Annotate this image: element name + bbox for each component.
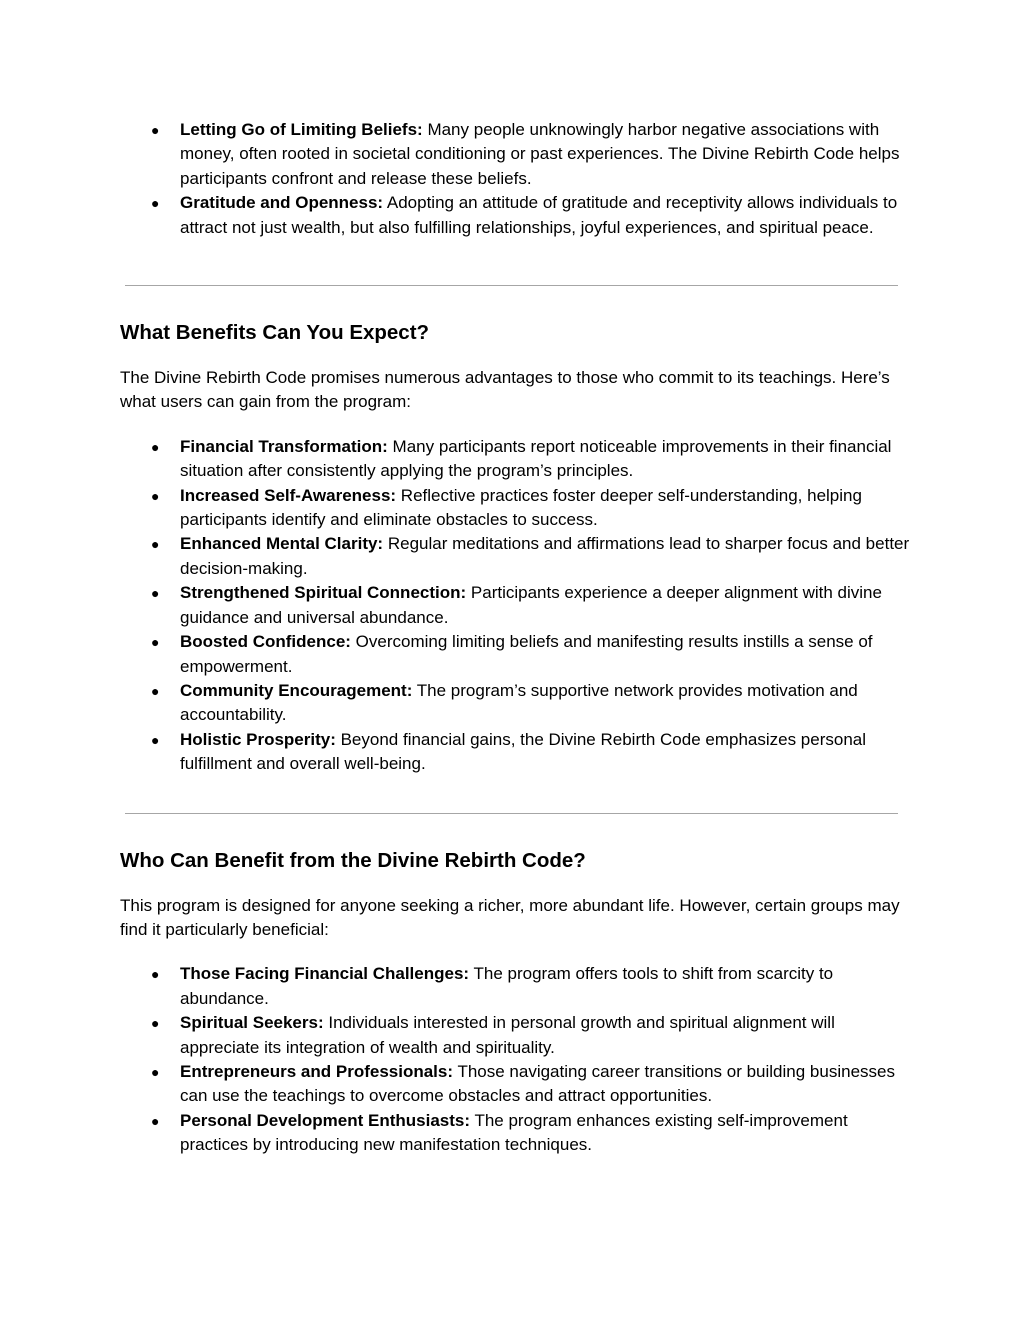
list-item-term: Strengthened Spiritual Connection:	[180, 583, 467, 603]
list-item	[180, 435, 910, 484]
list-item-term: Spiritual Seekers:	[180, 1013, 324, 1033]
list-item-term: Boosted Confidence:	[180, 632, 351, 652]
list-item-term: Enhanced Mental Clarity:	[180, 534, 384, 554]
benefits-paragraph: The Divine Rebirth Code promises numerous advantages to those who commit to its teachings. Here’s what users can gain from the program:	[120, 368, 890, 412]
list-item-text: The program enhances existing self-improvement practices by introducing new manifestation techniques.	[180, 1110, 848, 1155]
section-divider	[125, 813, 898, 814]
list-item-text: Reflective practices foster deeper self-understanding, helping participants identify and eliminate obstacles to success.	[180, 485, 862, 530]
list-item-term: Letting Go of Limiting Beliefs:	[180, 120, 423, 139]
list-item	[180, 118, 910, 191]
list-item-text: Those navigating career transitions or building businesses can use the teachings to overcome obstacles and attract opportunities.	[180, 1061, 895, 1106]
list-item	[180, 532, 910, 581]
list-item-text: Individuals interested in personal growth and spiritual alignment will appreciate its integration of wealth and spirituality.	[180, 1013, 835, 1057]
list-item-text: The program’s supportive network provides motivation and accountability.	[180, 680, 858, 725]
audience-heading: Who Can Benefit from the Divine Rebirth Code?	[120, 848, 586, 872]
list-item-term: Increased Self-Awareness:	[180, 485, 397, 505]
audience-paragraph: This program is designed for anyone seeking a richer, more abundant life. However, certain groups may find it particularly beneficial:	[120, 895, 900, 939]
list-item-text: Beyond financial gains, the Divine Rebirth Code emphasizes personal fulfillment and overall well-being.	[180, 729, 867, 774]
list-item	[180, 191, 910, 240]
benefits-heading: What Benefits Can You Expect?	[120, 321, 430, 345]
list-item	[180, 484, 910, 533]
intro-bullet-list	[120, 118, 910, 240]
list-item	[180, 728, 910, 777]
list-item-term: Those Facing Financial Challenges:	[180, 964, 470, 984]
list-item-text: The program offers tools to shift from scarcity to abundance.	[180, 964, 834, 1008]
benefits-bullet-list	[120, 435, 910, 777]
list-item-term: Personal Development Enthusiasts:	[180, 1110, 471, 1130]
list-item	[180, 962, 910, 1011]
section-divider	[125, 285, 898, 286]
list-item	[180, 1060, 910, 1109]
list-item-term: Gratitude and Openness:	[180, 193, 384, 213]
list-item-text: Participants experience a deeper alignment with divine guidance and universal abundance.	[180, 583, 882, 627]
list-item	[180, 679, 910, 728]
list-item	[180, 1011, 910, 1060]
list-item	[180, 1109, 910, 1158]
list-item-term: Entrepreneurs and Professionals:	[180, 1061, 454, 1081]
audience-bullet-list	[120, 962, 910, 1157]
list-item	[180, 581, 910, 630]
list-item-text: Regular meditations and affirmations lead to sharper focus and better decision-making.	[180, 534, 910, 578]
document-content	[120, 118, 910, 1158]
list-item-term: Community Encouragement:	[180, 680, 413, 700]
list-item-term: Financial Transformation:	[180, 436, 388, 456]
list-item	[180, 630, 910, 679]
list-item-text: Many participants report noticeable improvements in their financial situation after consistently applying the program’s principles.	[180, 436, 892, 481]
list-item-text: Adopting an attitude of gratitude and receptivity allows individuals to attract not just wealth, but also fulfilling relationships, joyful experiences, and spiritual peace.	[180, 193, 898, 237]
list-item-text: Overcoming limiting beliefs and manifesting results instills a sense of empowerment.	[180, 632, 873, 676]
list-item-text: Many people unknowingly harbor negative associations with money, often rooted in societal conditioning or past experiences. The Divine Rebirth Code helps participants confront and release these beliefs.	[180, 120, 900, 188]
list-item-term: Holistic Prosperity:	[180, 729, 336, 749]
